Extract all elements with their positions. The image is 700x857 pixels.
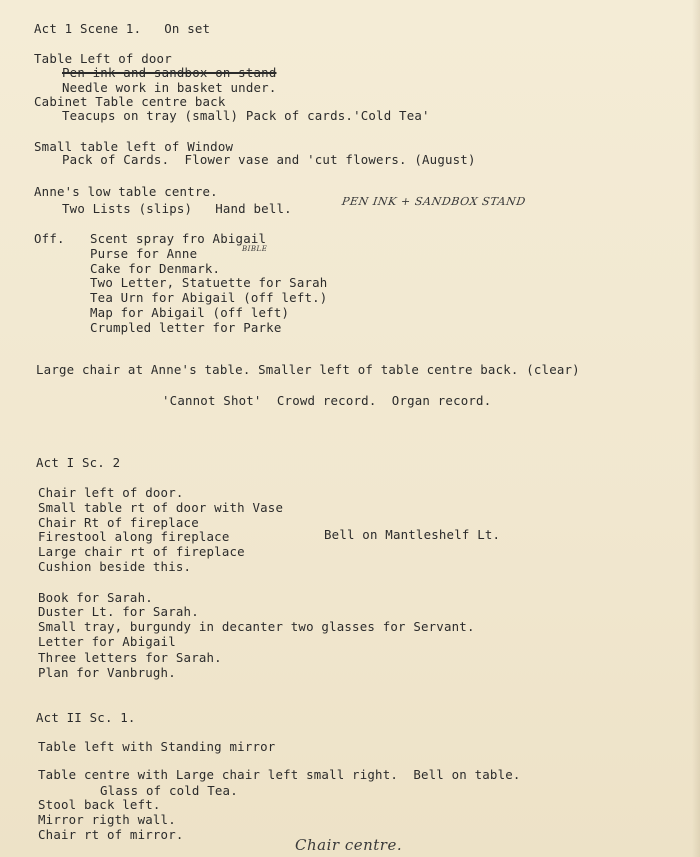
sc2-set-line: Small table rt of door with Vase [38,500,284,515]
line-needle-work: Needle work in basket under. [62,80,277,95]
off-label: Off. [34,231,65,246]
sc2-set-line: Chair Rt of fireplace [38,515,199,530]
act2-sc1-heading: Act II Sc. 1. [36,710,136,725]
handwritten-purse-note: BIBLE [242,245,268,253]
sc2-set-line: Large chair rt of fireplace [38,544,245,559]
act1-sc2-heading: Act I Sc. 2 [36,455,121,470]
paper-edge-shadow [692,0,700,857]
handwritten-pen-ink-note: PEN INK + SANDBOX STAND [341,195,527,208]
sc2-prop-line: Duster Lt. for Sarah. [38,604,199,619]
sc2-prop-line: Letter for Abigail [38,634,176,649]
line-mirror-wall: Mirror rigth wall. [38,812,176,827]
sc2-prop-line: Three letters for Sarah. [38,650,222,665]
off-item: Two Letter, Statuette for Sarah [90,275,328,290]
off-item: Purse for Anne [90,246,198,261]
off-item: Map for Abigail (off left) [90,305,290,320]
line-large-chair: Large chair at Anne's table. Smaller left of table centre back. (clear) [36,362,580,377]
line-cabinet-table: Cabinet Table centre back [34,94,226,109]
line-two-lists: Two Lists (slips) Hand bell. [62,201,292,216]
line-annes-low-table: Anne's low table centre. [34,184,218,199]
sc2-set-line: Cushion beside this. [38,559,192,574]
line-table-left-of-door: Table Left of door [34,51,172,66]
sc2-bell-note: Bell on Mantleshelf Lt. [324,527,501,542]
line-stool: Stool back left. [38,797,161,812]
line-small-table-window: Small table left of Window [34,139,234,154]
act1-sc1-heading: Act 1 Scene 1. On set [34,21,211,36]
off-item: Crumpled letter for Parke [90,320,282,335]
sc2-prop-line: Book for Sarah. [38,590,153,605]
line-teacups: Teacups on tray (small) Pack of cards.'Cold Tea' [62,108,430,123]
sc2-prop-line: Small tray, burgundy in decanter two glasses for Servant. [38,619,475,634]
line-pen-ink-struck: Pen ink and sandbox on stand [62,65,277,80]
sc2-set-line: Chair left of door. [38,485,184,500]
line-mirror-table: Table left with Standing mirror [38,739,276,754]
line-glass-cold-tea: Glass of cold Tea. [100,783,238,798]
line-table-centre: Table centre with Large chair left small right. Bell on table. [38,767,521,782]
sc2-set-line: Firestool along fireplace [38,529,230,544]
sc2-prop-line: Plan for Vanbrugh. [38,665,176,680]
off-item: Cake for Denmark. [90,261,221,276]
line-chair-mirror: Chair rt of mirror. [38,827,184,842]
handwritten-chair-centre: Chair centre. [295,836,403,854]
line-records: 'Cannot Shot' Crowd record. Organ record. [162,393,492,408]
off-item: Tea Urn for Abigail (off left.) [90,290,328,305]
line-pack-of-cards: Pack of Cards. Flower vase and 'cut flowers. (August) [62,152,476,167]
off-item: Scent spray fro Abigail [90,231,267,246]
